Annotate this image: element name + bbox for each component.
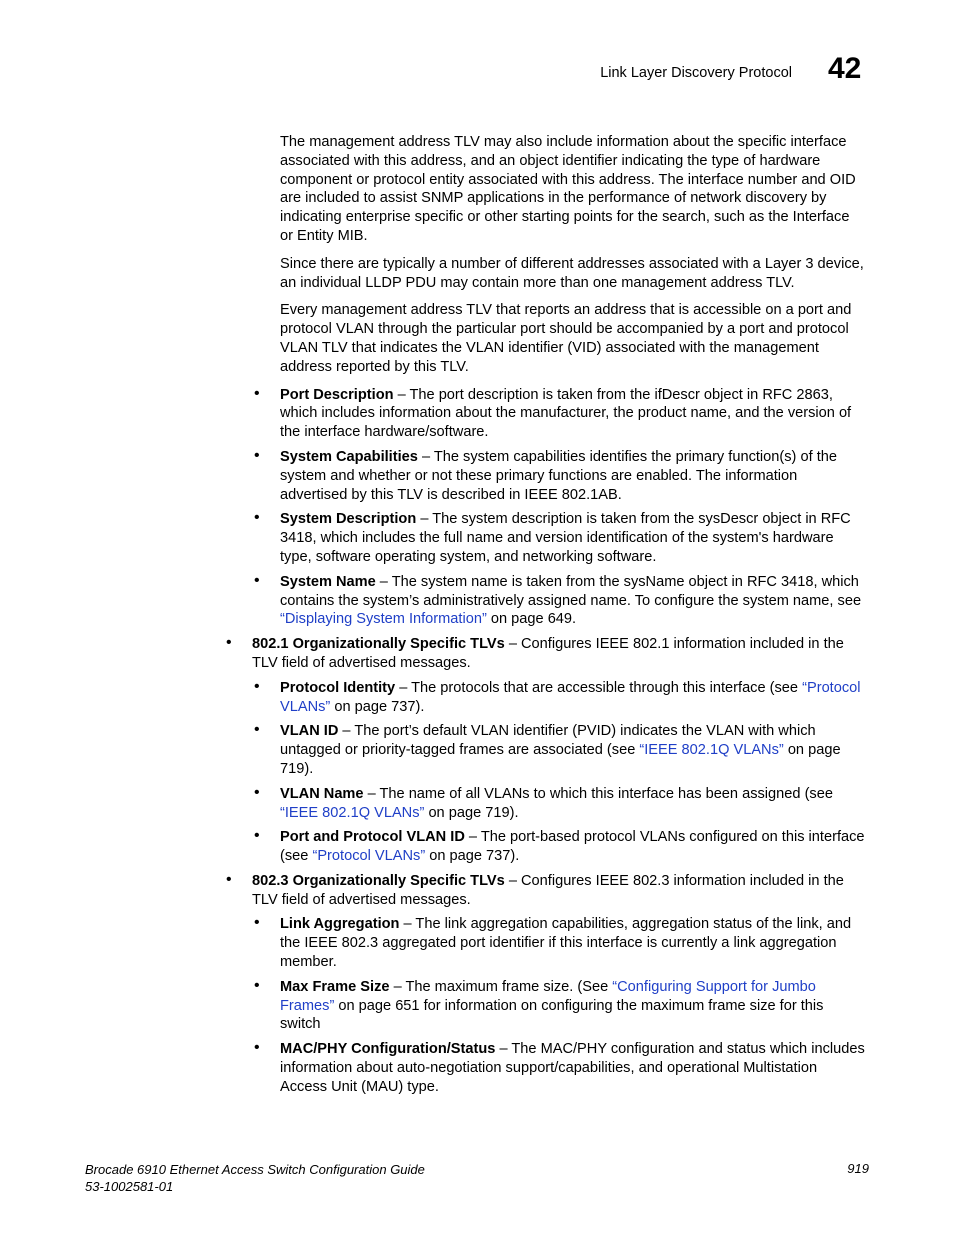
bullet-max-frame-size [254, 976, 866, 1034]
bullet-text: – The port-based protocol VLANs configured on this interface (see [280, 829, 865, 865]
bullet-term: Protocol Identity [280, 679, 396, 696]
bullet-term: 802.3 Organizationally Specific TLVs [252, 872, 505, 889]
bullet-icon: • [254, 976, 260, 994]
bullet-system-description [254, 509, 866, 566]
chapter-number: 42 [828, 52, 862, 85]
bullet-term: 802.1 Organizationally Specific TLVs [252, 636, 505, 653]
bullet-icon: • [254, 571, 260, 589]
bullet-term: System Capabilities [280, 448, 418, 465]
bullet-text: – Configures IEEE 802.3 information included in the TLV field of advertised messages. [252, 872, 844, 908]
bullet-text: – The port description is taken from the ifDescr object in RFC 2863, which includes information about the manufacturer, the product name, and the version of the interface hardware/software. [280, 386, 852, 441]
bullet-text: – The system capabilities identifies the primary function(s) of the system and whether or not these primary functions are enabled. The information advertised by this TLV is described in IEEE 802.1AB. [280, 448, 837, 503]
paragraph: Since there are typically a number of different addresses associated with a Layer 3 device, an individual LLDP PDU may contain more than one management address TLV. [280, 255, 864, 291]
page-body [0, 133, 954, 1103]
bullet-mac-phy-config [254, 1039, 866, 1096]
xref-link-jumbo-frames[interactable]: “Configuring Support for Jumbo Frames” [280, 978, 816, 1014]
bullet-link-aggregation [254, 914, 866, 971]
bullet-icon: • [226, 870, 232, 888]
bullet-term: Max Frame Size [280, 978, 390, 995]
bullet-term: Port and Protocol VLAN ID [280, 829, 465, 846]
bullet-text-after: on page 737). [425, 848, 520, 865]
xref-link-protocol-vlans[interactable]: “Protocol VLANs” [312, 848, 426, 865]
bullet-text: – The protocols that are accessible through this interface (see [395, 679, 803, 696]
xref-link-ieee-8021q-vlans[interactable]: “IEEE 802.1Q VLANs” [280, 804, 425, 821]
bullet-icon: • [254, 677, 260, 695]
bullet-term: MAC/PHY Configuration/Status [280, 1041, 496, 1058]
bullet-text: – The system name is taken from the sysName object in RFC 3418, which contains the system’s administratively assigned name. To configure the system name, see [280, 573, 862, 609]
footer-page-number: 919 [847, 1161, 869, 1176]
bullet-text: – Configures IEEE 802.1 information included in the TLV field of advertised messages. [252, 636, 844, 671]
bullet-icon: • [254, 509, 260, 527]
bullet-system-name [254, 571, 866, 629]
paragraph: Every management address TLV that reports an address that is accessible on a port and protocol VLAN through the particular port should be accompanied by a port and protocol VLAN TLV that indicates the VLAN identifier (VID) associated with the management address reported by this TLV. [280, 302, 852, 375]
bullet-term: Port Description [280, 386, 394, 403]
bullet-icon: • [254, 914, 260, 932]
xref-link-ieee-8021q-vlans[interactable]: “IEEE 802.1Q VLANs” [639, 742, 784, 759]
footer-guide-title: Brocade 6910 Ethernet Access Switch Configuration Guide [85, 1162, 425, 1177]
bullet-icon: • [254, 384, 260, 402]
bullet-text: – The maximum frame size. (See [389, 978, 613, 995]
bullet-8021-tlvs [226, 634, 866, 673]
bullet-term: System Name [280, 573, 376, 590]
xref-link-displaying-system-information[interactable]: “Displaying System Information” [280, 611, 487, 628]
bullet-term: Link Aggregation [280, 916, 400, 933]
bullet-icon: • [226, 634, 232, 652]
bullet-text: – The link aggregation capabilities, aggregation status of the link, and the IEEE 802.3 aggregated port identifier if this interface is currently a link aggregation member. [280, 916, 852, 971]
footer-guide [85, 1161, 425, 1195]
bullet-vlan-id [254, 721, 866, 778]
footer-doc-id: 53-1002581-01 [85, 1179, 174, 1194]
bullet-icon: • [254, 1039, 260, 1057]
bullet-vlan-name [254, 783, 866, 823]
bullet-text-after: on page 651 for information on configuring the maximum frame size for this switch [280, 997, 824, 1033]
xref-link-protocol-vlans[interactable]: “Protocol VLANs” [280, 679, 861, 715]
bullet-term: VLAN ID [280, 723, 339, 740]
bullet-port-protocol-vlan-id [254, 827, 866, 866]
bullet-text: – The port’s default VLAN identifier (PVID) indicates the VLAN with which untagged or priority-tagged frames are associated (see [280, 723, 816, 759]
bullet-text-after: on page 719). [424, 804, 519, 821]
bullet-system-capabilities [254, 446, 866, 504]
bullet-icon: • [254, 721, 260, 739]
bullet-text-after: on page 649. [486, 611, 577, 628]
bullet-text: – The system description is taken from the sysDescr object in RFC 3418, which includes the full name and version identification of the system's hardware type, software operating system, and networking software. [280, 511, 851, 565]
paragraph: The management address TLV may also include information about the specific interface associated with this address, and an object identifier indicating the type of hardware component or protocol entity associated with this address. The interface number and OID are included to assist SNMP applications in the performance of network discovery by indicating enterprise specific or other starting points for the search, such as the Interface or Entity MIB. [280, 134, 856, 244]
bullet-8023-tlvs [226, 870, 866, 910]
bullet-text-after: on page 737). [330, 698, 425, 715]
bullet-text-after: on page 719). [280, 742, 841, 777]
bullet-text: – The name of all VLANs to which this interface has been assigned (see [363, 785, 833, 802]
header-title: Link Layer Discovery Protocol [600, 65, 792, 81]
bullet-icon: • [254, 446, 260, 464]
bullet-icon: • [254, 827, 260, 845]
bullet-term: VLAN Name [280, 785, 364, 802]
bullet-icon: • [254, 783, 260, 801]
bullet-port-description [254, 384, 866, 442]
bullet-term: System Description [280, 511, 417, 528]
bullet-text: – The MAC/PHY configuration and status which includes information about auto-negotiation support/capabilities, and operational Multistation Access Unit (MAU) type. [280, 1041, 865, 1095]
bullet-protocol-identity [254, 677, 866, 717]
